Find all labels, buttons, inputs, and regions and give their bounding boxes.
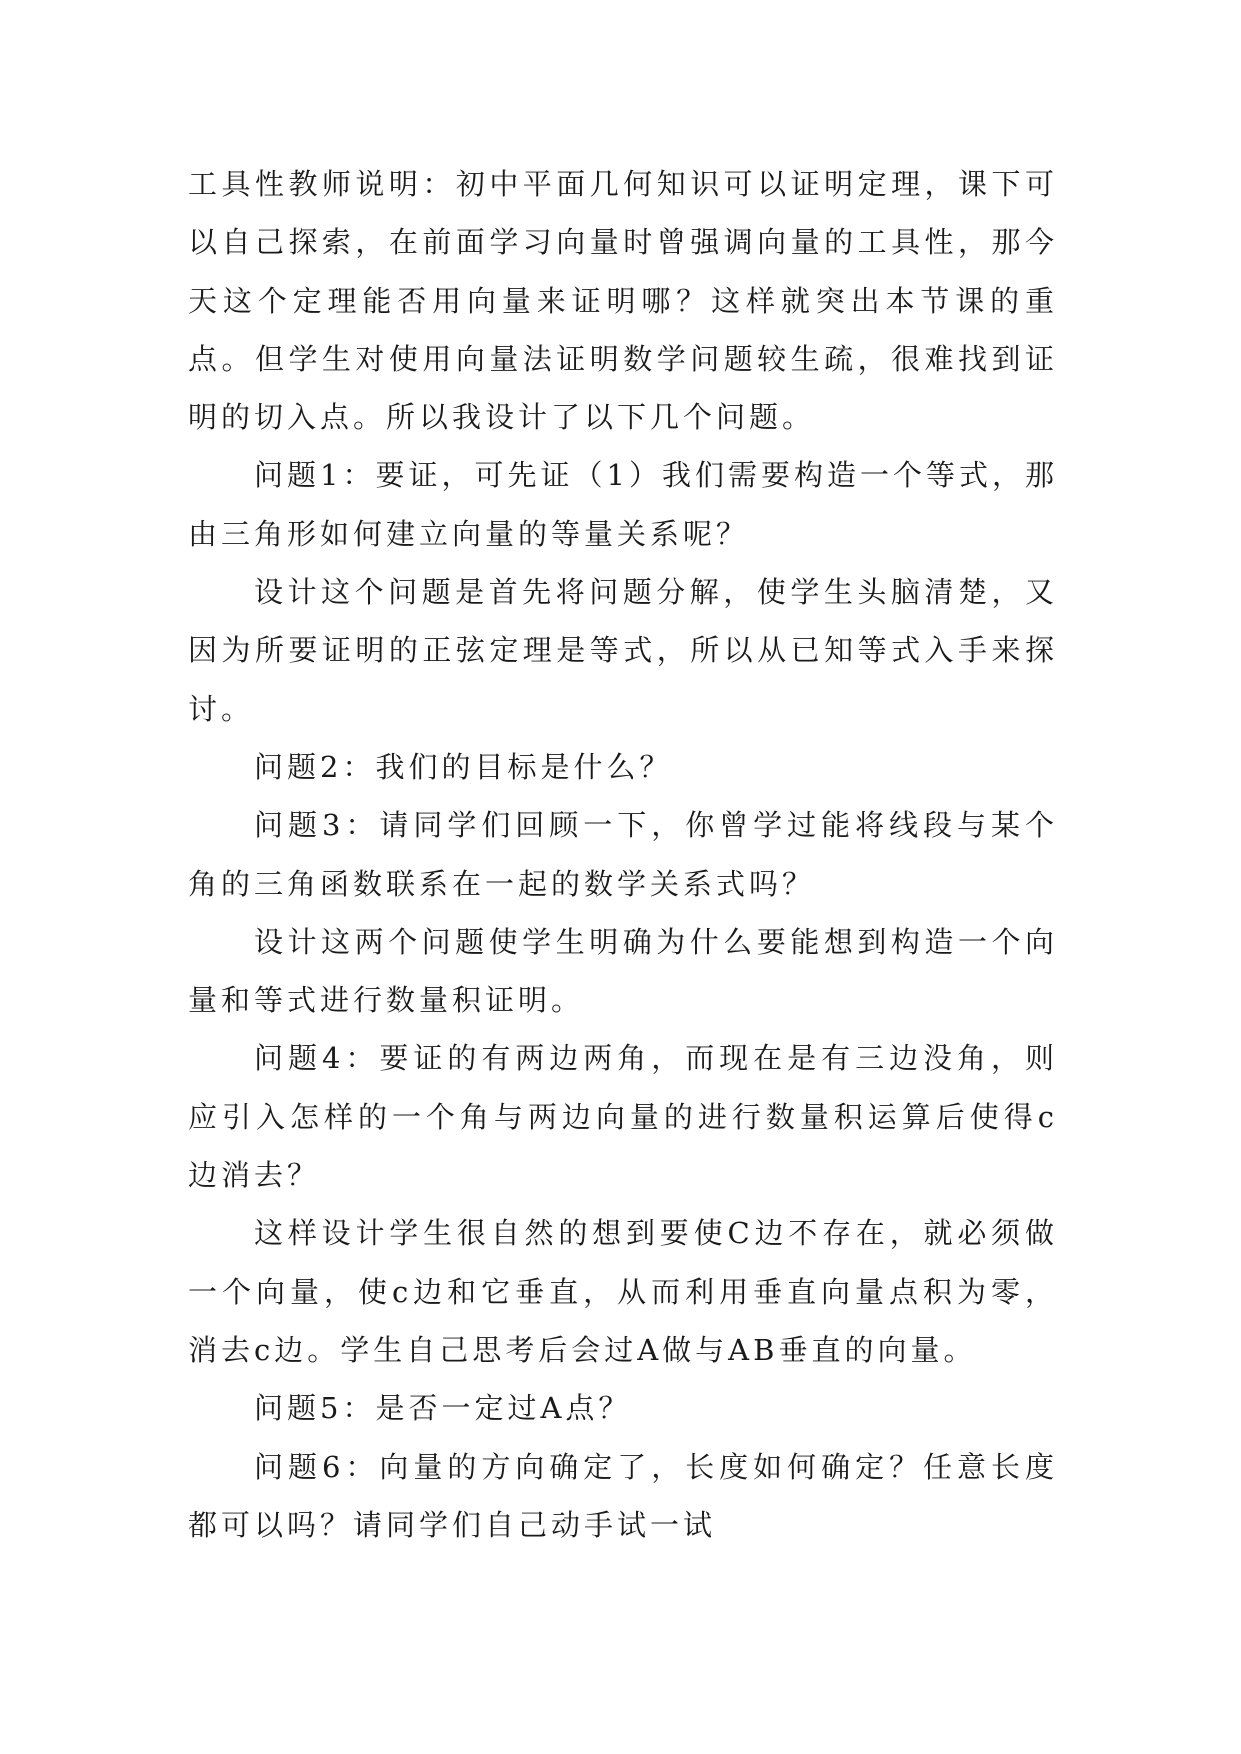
paragraph-question-4: 问题4：要证的有两边两角，而现在是有三边没角，则应引入怎样的一个角与两边向量的进行数量积运算后使得c边消去？	[188, 1041, 1058, 1193]
paragraph-question-3: 问题3：请同学们回顾一下，你曾学过能将线段与某个角的三角函数联系在一起的数学关系式吗？	[188, 808, 1058, 901]
paragraph-design-2: 设计这两个问题使学生明确为什么要能想到构造一个向量和等式进行数量积证明。	[188, 924, 1058, 1018]
paragraph-question-5: 问题5：是否一定过A点？	[254, 1391, 632, 1426]
paragraph-question-2: 问题2：我们的目标是什么？	[254, 749, 673, 784]
paragraph-question-1: 问题1：要证，可先证（1）我们需要构造一个等式，那由三角形如何建立向量的等量关系呢？	[188, 458, 1058, 551]
paragraph-intro: 工具性教师说明：初中平面几何知识可以证明定理，课下可以自己探索，在前面学习向量时曾强调向量的工具性，那今天这个定理能否用向量来证明哪？这样就突出本节课的重点。但学生对使用向量法证明数学问题较生疏，很难找到证明的切入点。所以我设计了以下几个问题。	[188, 167, 1058, 435]
document-body	[188, 155, 1058, 1554]
paragraph-question-6: 问题6：向量的方向确定了，长度如何确定？任意长度都可以吗？请同学们自己动手试一试	[188, 1449, 1058, 1542]
paragraph-design-1: 设计这个问题是首先将问题分解，使学生头脑清楚，又因为所要证明的正弦定理是等式，所以从已知等式入手来探讨。	[188, 575, 1058, 726]
paragraph-design-3: 这样设计学生很自然的想到要使C边不存在，就必须做一个向量，使c边和它垂直，从而利用垂直向量点积为零，消去c边。学生自己思考后会过A做与AB垂直的向量。	[188, 1216, 1058, 1367]
